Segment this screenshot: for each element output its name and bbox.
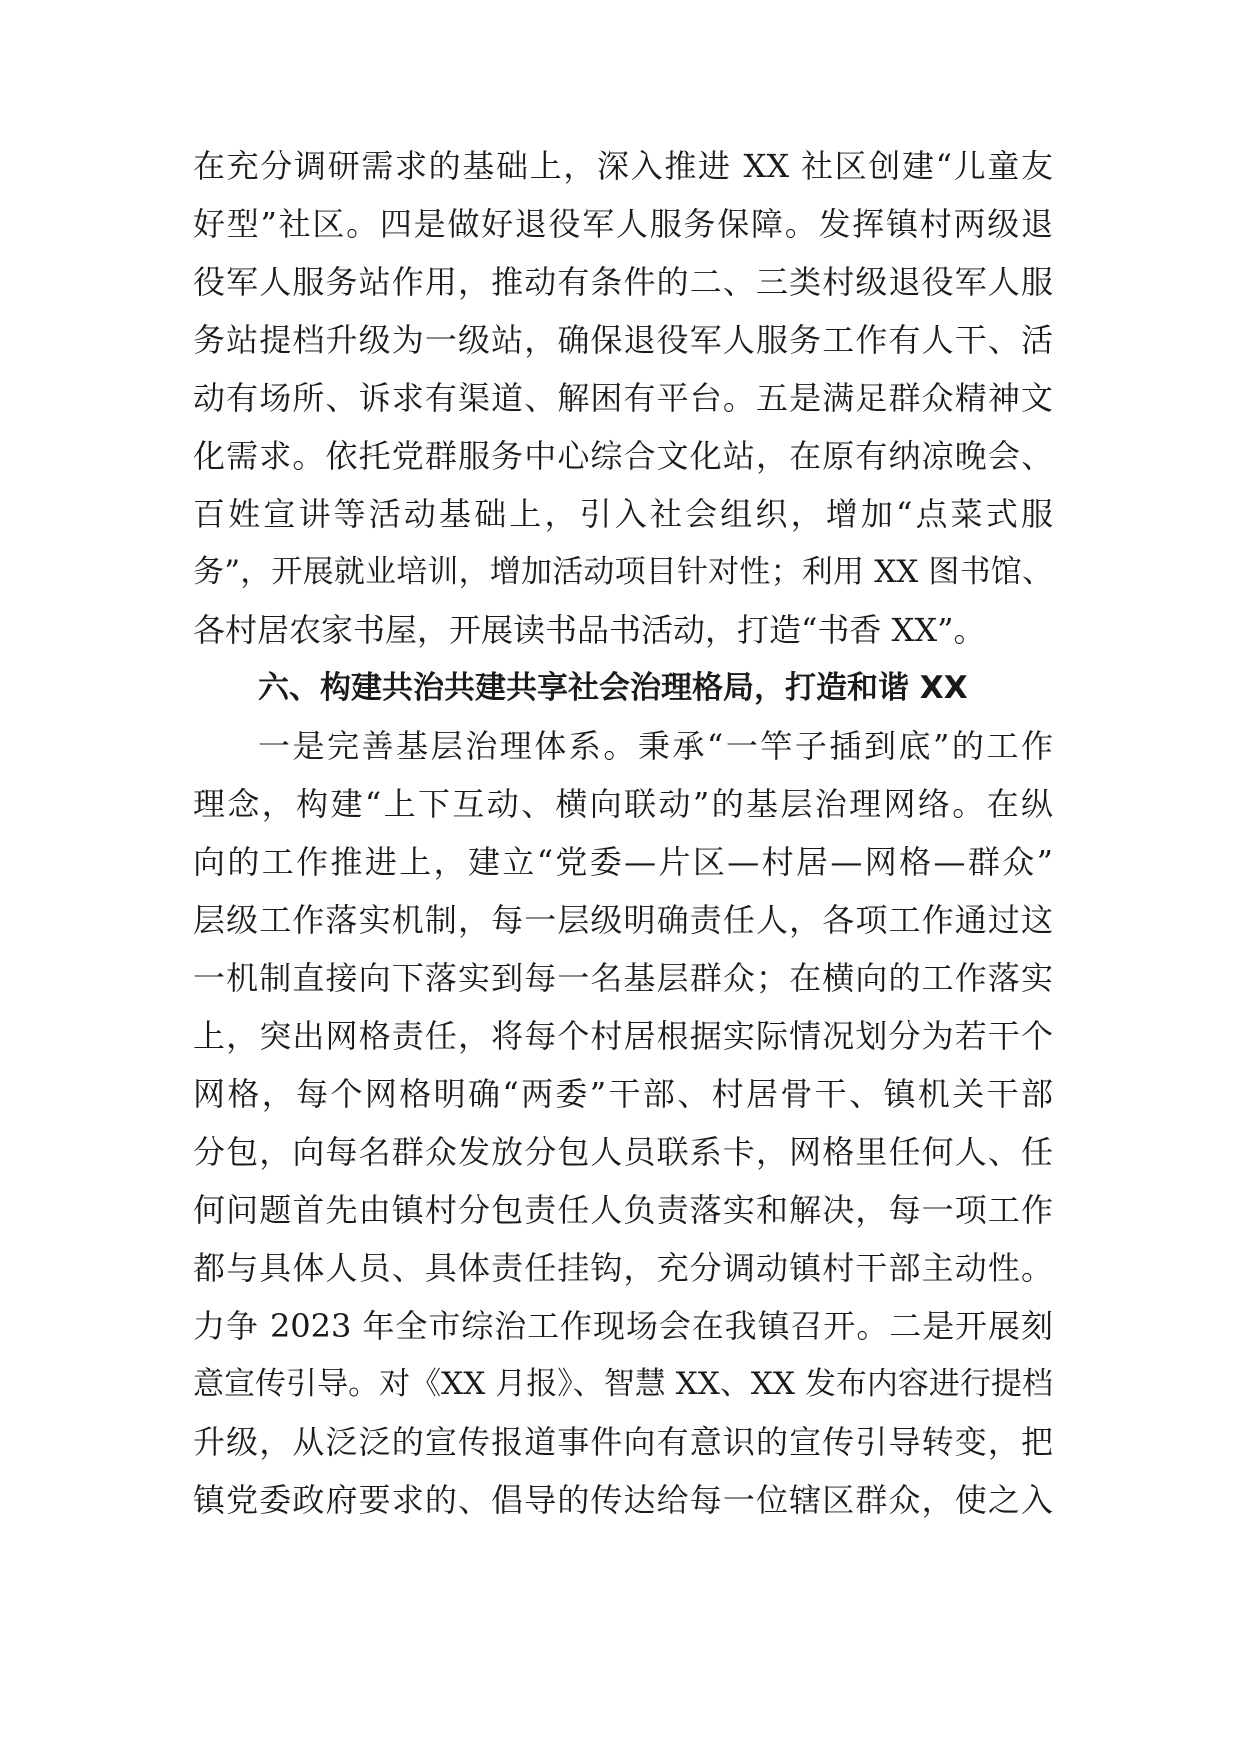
paragraph-line: 一机制直接向下落实到每一名基层群众；在横向的工作落实 [193,959,1053,997]
paragraph-line: 百姓宣讲等活动基础上，引入社会组织，增加“点菜式服 [193,495,1053,533]
paragraph-line: 升级，从泛泛的宣传报道事件向有意识的宣传引导转变，把 [193,1423,1053,1461]
paragraph-line: 意宣传引导。对《XX 月报》、智慧 XX、XX 发布内容进行提档 [193,1366,1053,1402]
paragraph-line: 向的工作推进上，建立“党委—片区—村居—网格—群众” [193,843,1053,881]
paragraph-line: 化需求。依托党群服务中心综合文化站，在原有纳凉晚会、 [193,437,1053,475]
paragraph-line: 务站提档升级为一级站，确保退役军人服务工作有人干、活 [193,321,1053,359]
paragraph-line: 各村居农家书屋，开展读书品书活动，打造“书香 XX”。 [193,611,986,649]
paragraph-line: 一是完善基层治理体系。秉承“一竿子插到底”的工作 [258,727,1053,765]
section-heading: 六、构建共治共建共享社会治理格局，打造和谐 XX [258,670,968,706]
paragraph-line: 理念，构建“上下互动、横向联动”的基层治理网络。在纵 [193,785,1053,823]
paragraph-line: 务”，开展就业培训，增加活动项目针对性；利用 XX 图书馆、 [193,554,1053,590]
paragraph-line: 都与具体人员、具体责任挂钩，充分调动镇村干部主动性。 [193,1249,1053,1287]
paragraph-line: 上，突出网格责任，将每个村居根据实际情况划分为若干个 [193,1017,1053,1055]
paragraph-line: 层级工作落实机制，每一层级明确责任人，各项工作通过这 [193,901,1053,939]
paragraph-line: 镇党委政府要求的、倡导的传达给每一位辖区群众，使之入 [193,1481,1053,1519]
paragraph-line: 分包，向每名群众发放分包人员联系卡，网格里任何人、任 [193,1133,1053,1171]
paragraph-line: 力争 2023 年全市综治工作现场会在我镇召开。二是开展刻 [193,1307,1053,1345]
paragraph-line: 好型”社区。四是做好退役军人服务保障。发挥镇村两级退 [193,205,1053,243]
paragraph-line: 何问题首先由镇村分包责任人负责落实和解决，每一项工作 [193,1191,1053,1229]
paragraph-line: 网格，每个网格明确“两委”干部、村居骨干、镇机关干部 [193,1075,1053,1113]
paragraph-line: 在充分调研需求的基础上，深入推进 XX 社区创建“儿童友 [193,147,1053,185]
paragraph-line: 动有场所、诉求有渠道、解困有平台。五是满足群众精神文 [193,379,1053,417]
paragraph-line: 役军人服务站作用，推动有条件的二、三类村级退役军人服 [193,263,1053,301]
